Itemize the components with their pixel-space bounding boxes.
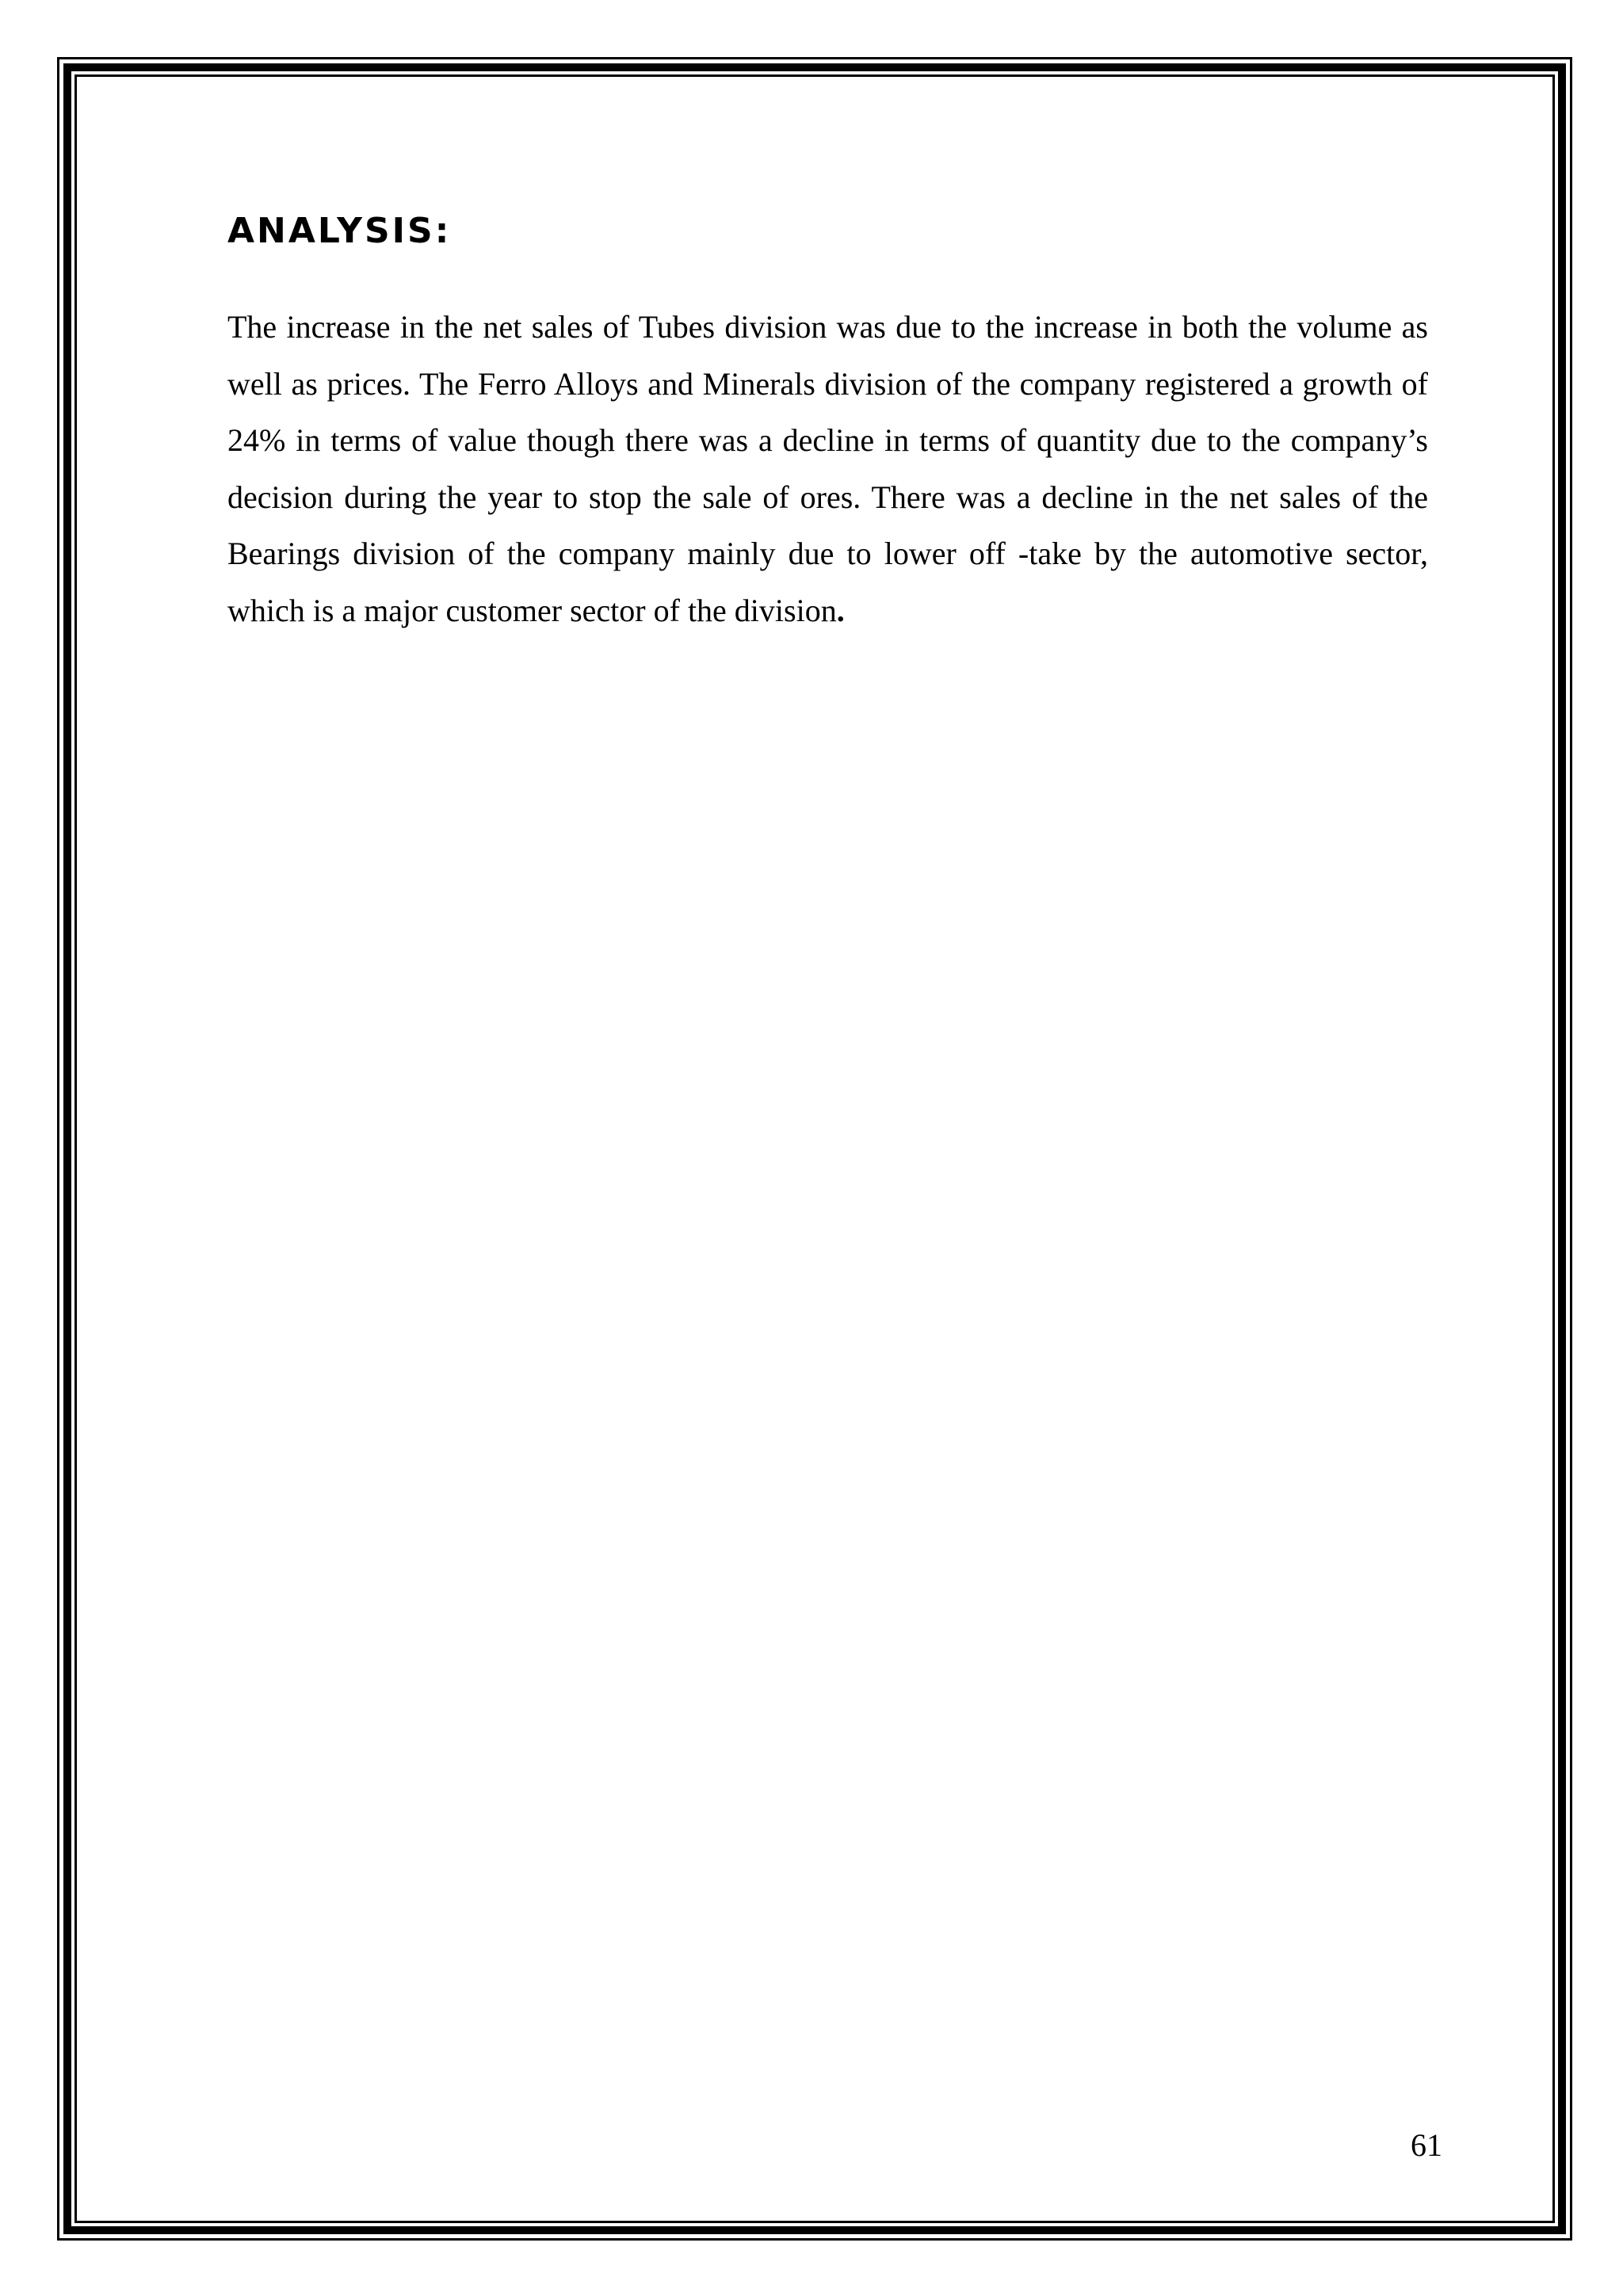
- analysis-paragraph-text: The increase in the net sales of Tubes division was due to the increase in both the volume as well as prices. The Ferro Alloys and Minerals division of the company registered a growth of 24% in terms of value though there was a decline in terms of quantity due to the company’s decision during the year to stop the sale of ores. There was a decline in the net sales of the Bearings division of the company mainly due to lower off -take by the automotive sector, which is a major customer sector of the division: [227, 309, 1428, 628]
- section-heading: ANALYSIS:: [227, 211, 452, 251]
- page-number: 61: [1411, 2127, 1442, 2163]
- analysis-paragraph-end-mark: .: [836, 592, 845, 628]
- analysis-paragraph: [227, 299, 1428, 639]
